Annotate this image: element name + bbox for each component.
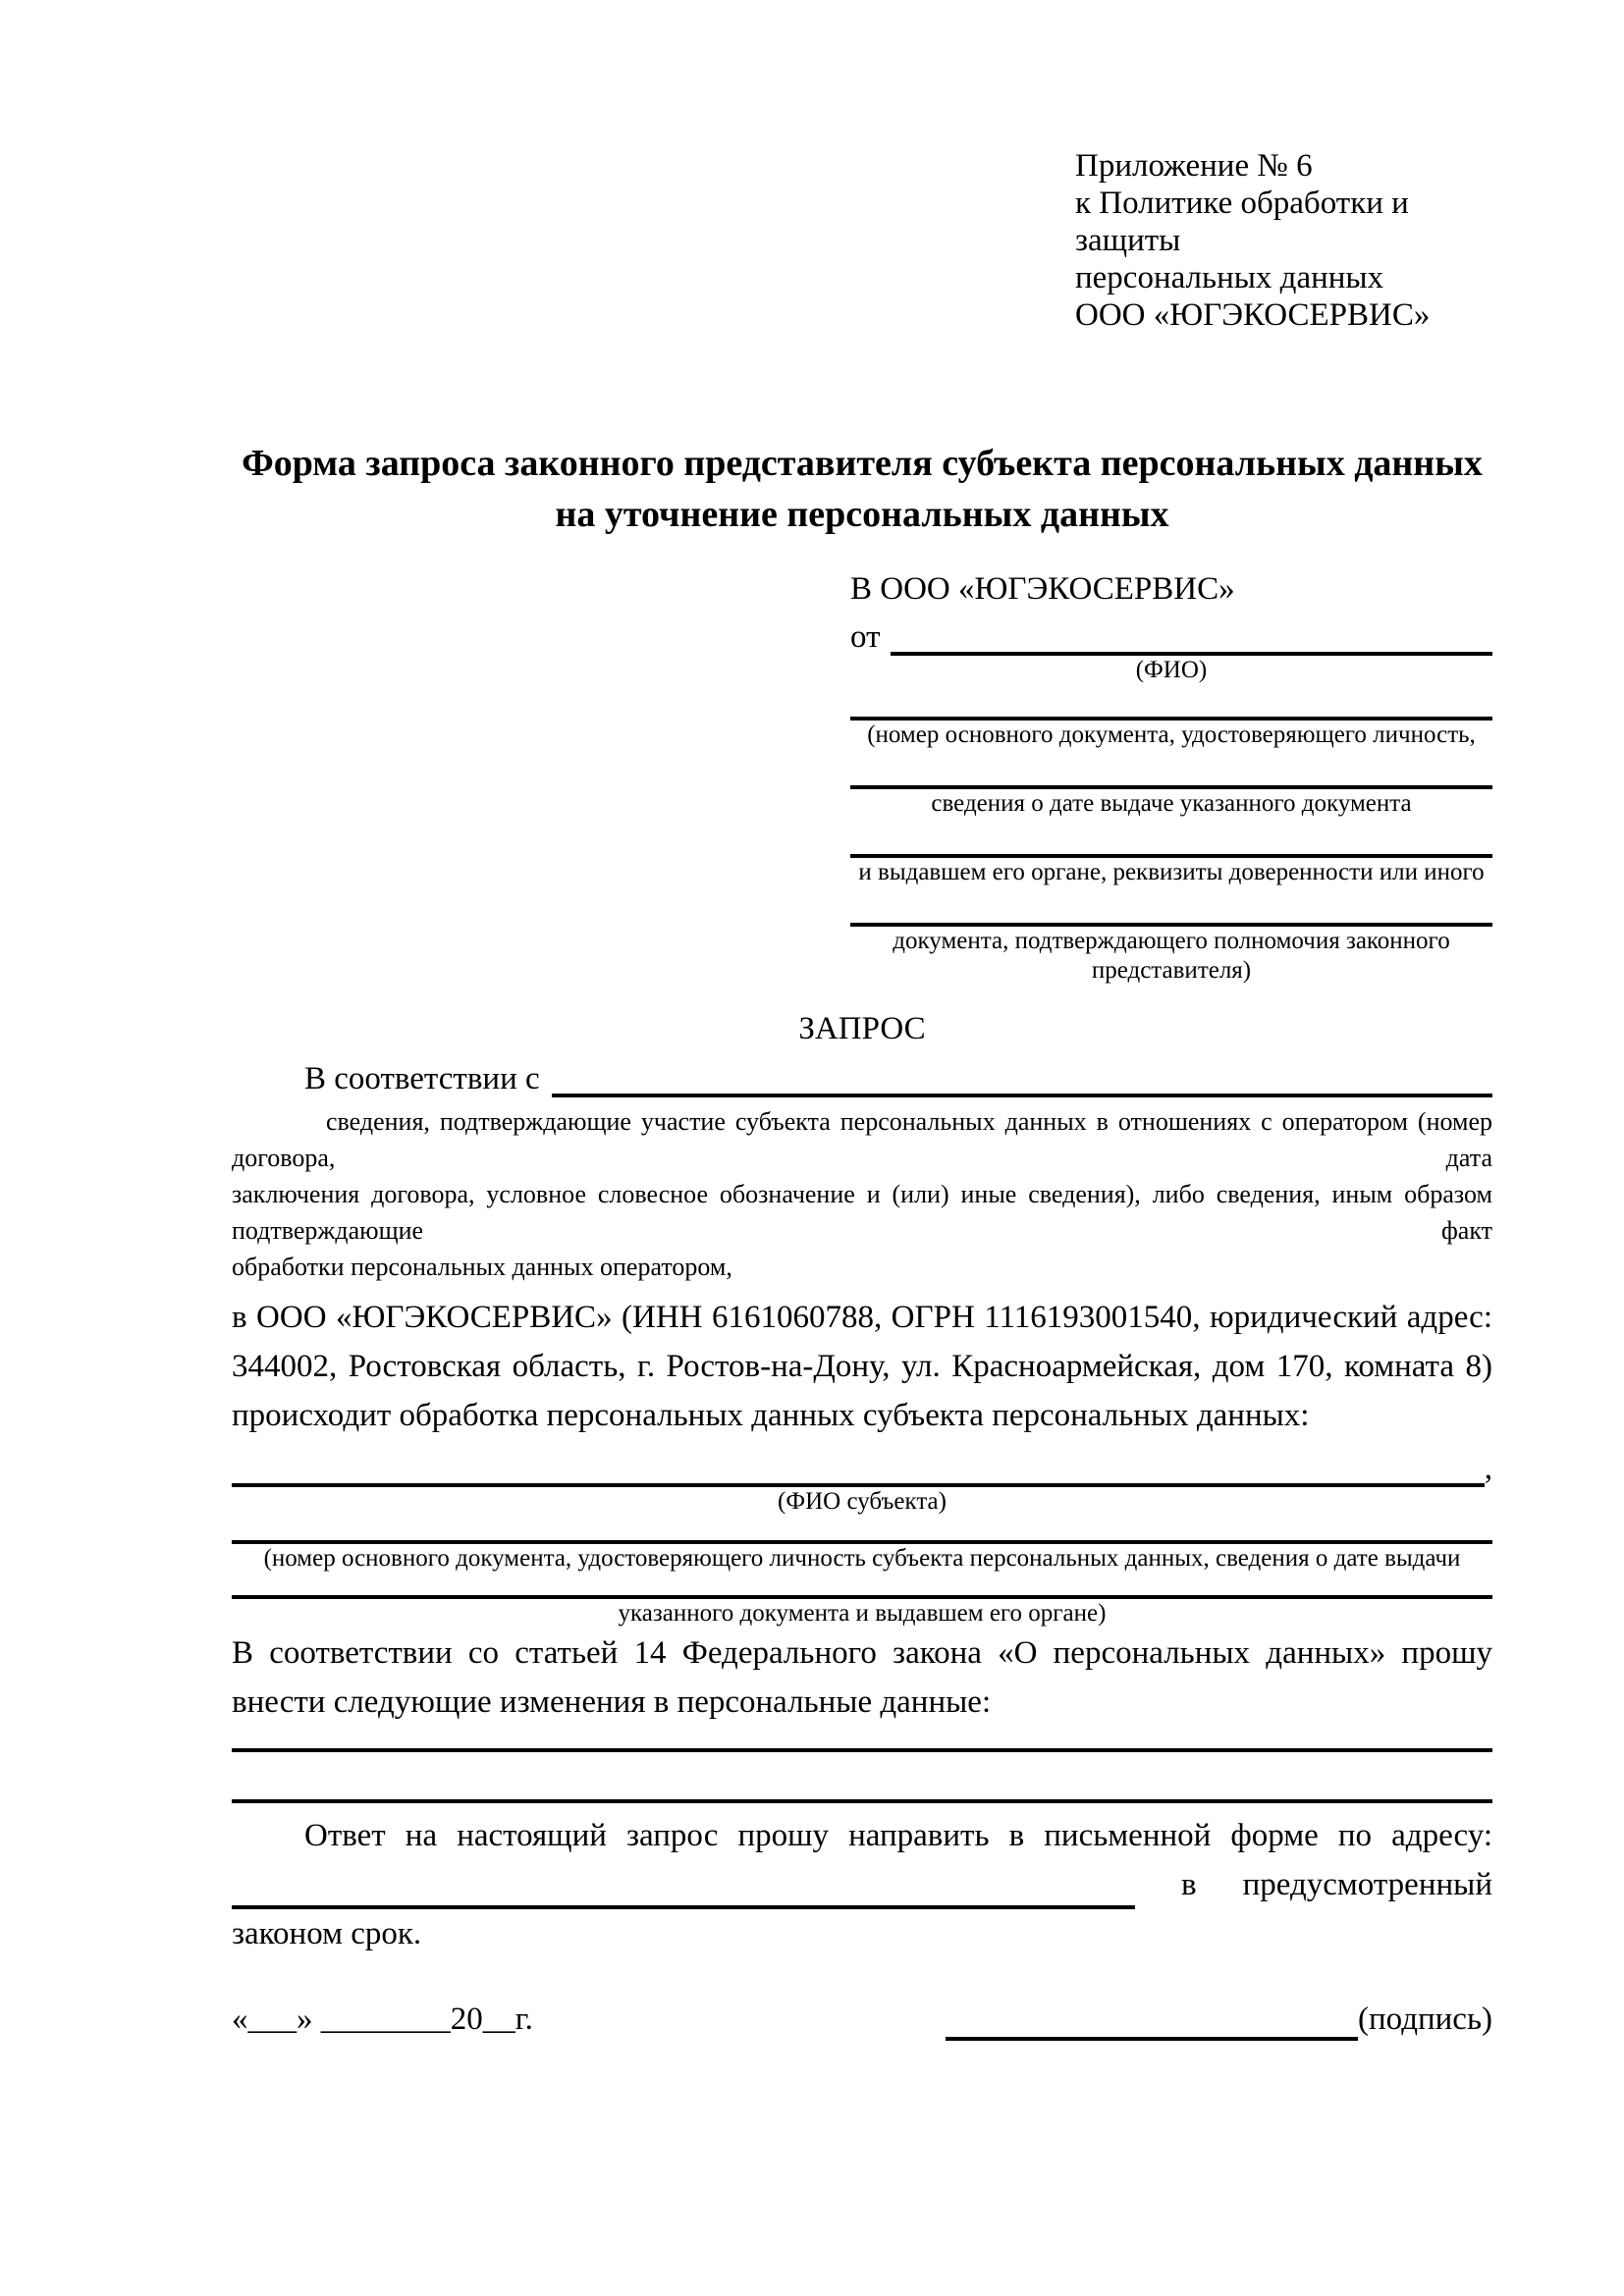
subject-doc-caption2: указанного документа и выдавшем его органе) bbox=[618, 1600, 1107, 1627]
appendix-number: Приложение № 6 bbox=[1075, 148, 1313, 184]
intro-row bbox=[232, 1050, 1492, 1097]
doc-issue-date-field-line[interactable] bbox=[850, 766, 1492, 789]
signature-group bbox=[946, 1998, 1492, 2041]
reply-mid-word1: в bbox=[1181, 1867, 1197, 1902]
doc-issue-date-caption: сведения о дате выдаче указанного документа bbox=[931, 790, 1412, 817]
appendix-header bbox=[1075, 147, 1492, 334]
fio-caption: (ФИО) bbox=[1135, 657, 1208, 683]
doc-issuer-field-line[interactable] bbox=[850, 834, 1492, 858]
subject-doc-field-line1[interactable] bbox=[232, 1519, 1492, 1544]
document-title bbox=[232, 438, 1492, 540]
subject-fio-row bbox=[232, 1444, 1492, 1487]
footer-row bbox=[232, 1998, 1492, 2041]
footnote-line2: заключения договора, условное словесное обозначение и (или) иные сведения), либо сведения, иным образом подтверждающие факт bbox=[232, 1180, 1492, 1245]
reply-line3: законом срок. bbox=[232, 1916, 422, 1951]
changes-field-line2[interactable] bbox=[232, 1752, 1492, 1803]
relation-proof-field-line[interactable] bbox=[552, 1094, 1492, 1097]
footnote-line3: обработки персональных данных оператором, bbox=[232, 1253, 732, 1281]
operator-line2: 344002, Ростовская область, г. Ростов-на-Дону, ул. Красноармейская, дом 170, комната 8) bbox=[232, 1349, 1492, 1384]
doc-number-field-line[interactable] bbox=[850, 697, 1492, 721]
doc-issuer-caption: и выдавшем его органе, реквизиты доверенности или иного bbox=[858, 859, 1485, 885]
operator-paragraph bbox=[232, 1293, 1492, 1440]
from-label: от bbox=[850, 619, 881, 655]
changes-field-line1[interactable] bbox=[232, 1727, 1492, 1752]
reply-line1: Ответ на настоящий запрос прошу направить в письменной форме по адресу: bbox=[304, 1818, 1492, 1853]
addressee-to: В ООО «ЮГЭКОСЕРВИС» bbox=[850, 571, 1235, 607]
date-blank[interactable]: «___» ________20__г. bbox=[232, 2002, 533, 2037]
appendix-policy-line: к Политике обработки и защиты bbox=[1075, 186, 1409, 258]
signature-caption: (подпись) bbox=[1358, 2002, 1492, 2037]
operator-line3: происходит обработка персональных данных субъекта персональных данных: bbox=[232, 1398, 1310, 1433]
footnote-line1: сведения, подтверждающие участие субъекта персональных данных в отношениях с оператором (номер договора, дата bbox=[232, 1107, 1492, 1172]
addressee-block bbox=[850, 567, 1492, 986]
appendix-policy-line2: персональных данных bbox=[1075, 260, 1384, 295]
subject-doc-caption1: (номер основного документа, удостоверяющего личность субъекта персональных данных, сведения о дате выдачи bbox=[263, 1545, 1461, 1572]
doc-authority-caption: документа, подтверждающего полномочия законного представителя) bbox=[893, 928, 1450, 984]
company-name: ООО «ЮГЭКОСЕРВИС» bbox=[1075, 297, 1431, 333]
operator-line1: в ООО «ЮГЭКОСЕРВИС» (ИНН 6161060788, ОГРН 1116193001540, юридический адрес: bbox=[232, 1300, 1492, 1335]
reply-mid-row bbox=[232, 1860, 1492, 1909]
reply-paragraph bbox=[232, 1811, 1492, 1958]
subject-doc-field-line2[interactable] bbox=[232, 1574, 1492, 1599]
doc-number-caption: (номер основного документа, удостоверяющего личность, bbox=[867, 721, 1476, 748]
article-line1: В соответствии со статьей 14 Федерального закона «О персональных данных» прошу bbox=[232, 1635, 1492, 1671]
signature-field-line[interactable] bbox=[946, 2002, 1358, 2041]
subject-fio-caption: (ФИО субъекта) bbox=[778, 1488, 947, 1515]
from-row bbox=[850, 611, 1492, 656]
document-title-line1: Форма запроса законного представителя субъекта персональных данных bbox=[242, 443, 1483, 484]
article-paragraph bbox=[232, 1629, 1492, 1727]
doc-authority-field-line[interactable] bbox=[850, 903, 1492, 927]
article-line2: внести следующие изменения в персональные данные: bbox=[232, 1684, 992, 1720]
subject-fio-comma: , bbox=[1484, 1451, 1492, 1486]
document-title-line2: на уточнение персональных данных bbox=[555, 494, 1169, 535]
relation-proof-footnote bbox=[232, 1103, 1492, 1285]
intro-label: В соответствии с bbox=[304, 1061, 540, 1096]
request-heading: ЗАПРОС bbox=[798, 1011, 926, 1046]
reply-address-field-line[interactable] bbox=[232, 1870, 1135, 1909]
reply-mid-word2: предусмотренный bbox=[1242, 1867, 1492, 1902]
